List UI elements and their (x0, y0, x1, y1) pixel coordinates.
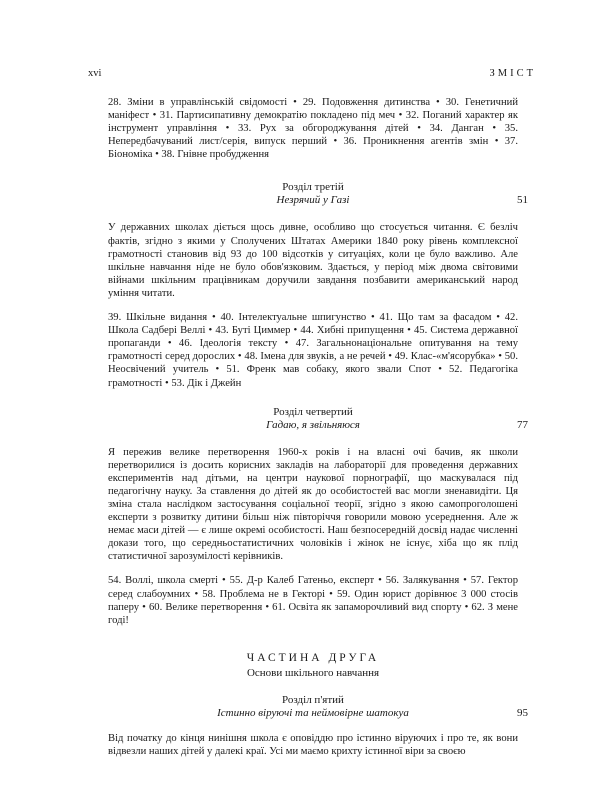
part-label: ЧАСТИНА ДРУГА (246, 651, 380, 664)
chapter-title: Гадаю, я звільняюся (266, 418, 360, 431)
part-title: Основи шкільного навчання (246, 666, 380, 679)
chapter-label: Розділ п'ятий (282, 693, 344, 706)
page-number: xvi (88, 68, 102, 79)
chapter-label: Розділ четвертий (273, 405, 353, 418)
chapter2-section-list: 28. Зміни в управлінській свідомості • 29. Подовження дитинства • 30. Генетичний маніфест • 31. Партисипативну демократію покладено під меч • 32. Поганий характер як інструмент управління • 33. Рух за обгороджування дітей • 34. Данган • 35. Непередбачуваний лист/серія, випуск перший • 36. Проникнення агентів змін • 37. Біономіка • 38. Гнівне пробудження (108, 97, 518, 161)
chapter4-summary: Я пережив велике перетворення 1960-х років і на власні очі бачив, як школи перетворилися із досить корисних закладів на лабораторії для проведення державних експериментів над дітьми, на центри наукової порнографії, що маскувалася під педагогічну науку. За ставлення до дітей як до особистостей вас могли зненавидіти. Ця зміна стала наслідком застосування соціальної теорії, згідно з якою самопроголошені експерти з розвитку дитини більш ніж півторіччя говорили мовою усереднення. Але ж немає маси дітей — є лише окремі особистості. Наш безпосередній досвід надає численні докази того, що середньостатистичних чоловіків і жінок не існує, хіба що як плід статистичної зарозумілості керівників. (108, 446, 518, 563)
chapter-label: Розділ третій (282, 181, 344, 194)
chapter5-heading (108, 693, 528, 720)
chapter5-summary: Від початку до кінця нинішня школа є оповіддю про істинно віруючих і про те, як вони відвезли наших дітей у далекі краї. Усі ми маємо крихту істинної віри за своєю (108, 732, 518, 757)
chapter3-heading (108, 181, 528, 207)
chapter4-heading (108, 405, 528, 432)
chapter3-summary: У державних школах діється щось дивне, особливо що стосується читання. Є безліч фактів, згідно з якими у Сполучених Штатах Америки 1840 року рівень комплексної грамотності становив від 93 до 100 відсотків у ситуаціях, коли це було важливо. Але шкільне навчання ніде не було обов'язковим. Здається, у період між двома світовими війнами шкільним працівникам доручили завдання позбавити американський народ уміння читати. (108, 222, 518, 299)
chapter4-section-list: 54. Воллі, школа смерті • 55. Д-р Калеб Гатеньо, експерт • 56. Залякування • 57. Гектор серед слабоумних • 58. Проблема не в Гекторі • 59. Один юрист дорівнює 3 000 стосів паперу • 60. Велике перетворення • 61. Освіта як запаморочливий вид спорту • 62. З мене годі! (108, 575, 518, 626)
chapter-page-number: 95 (517, 706, 528, 719)
part2-heading (108, 651, 518, 680)
contents-body (108, 96, 528, 758)
chapter-page-number: 51 (517, 194, 528, 207)
chapter-title: Незрячий у Газі (276, 194, 350, 207)
chapter-title: Істинно віруючі та неймовірне шатокуа (217, 706, 409, 719)
chapter-page-number: 77 (517, 418, 528, 431)
running-title: ЗМІСТ (489, 68, 536, 79)
page-header (88, 68, 536, 82)
chapter3-section-list: 39. Шкільне видання • 40. Інтелектуальне шпигунство • 41. Що там за фасадом • 42. Школа Садбері Веллі • 43. Буті Циммер • 44. Хибні припущення • 45. Система державної пропаганди • 46. Ідеологія тексту • 47. Загальнонаціональне опитування на тему грамотності серед дорослих • 48. Імена для звуків, а не речей • 49. Клас-«м'ясорубка» • 50. Неосвічений учитель • 51. Френк мав собаку, якого звали Спот • 52. Педагогіка грамотності • 53. Дік і Джейн (108, 312, 518, 389)
